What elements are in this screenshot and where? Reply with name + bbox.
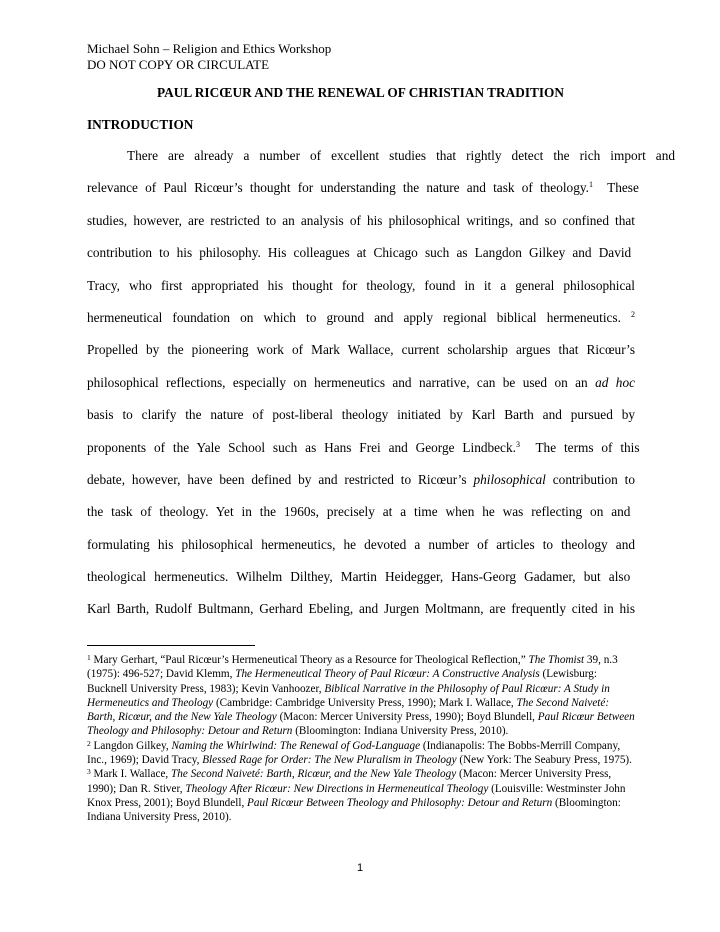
page-number: 1: [356, 862, 364, 874]
footnote-3: $^3$ Mark I. Wallace, The Second Naiveté: Barth, Ricœur, and the New Yale Theology (Macon: Mercer University Press, 1990); Dan R. Stiver, Theology After Ricœur: New Directions in Hermeneutical Theology (Louisville: Westminster John Knox Press, 2001); Boyd Blundell, Paul Ricœur Between Theology and Philosophy: Detour and Return (Bloomington: Indiana University Press, 2010).: [87, 767, 626, 824]
body-line: contribution to his philosophy. His colleagues at Chicago such as Langdon Gilkey and David: [87, 245, 632, 261]
body-line: philosophical reflections, especially on hermeneutics and narrative, can be used on an ad hoc: [87, 374, 635, 390]
body-line: Tracy, who first appropriated his thought for theology, found in it a general philosophical: [87, 277, 635, 293]
body-line: debate, however, have been defined by and restricted to Ricœur’s philosophical contribution to: [87, 471, 636, 487]
header-notice-line: DO NOT COPY OR CIRCULATE: [87, 57, 270, 72]
body-line: studies, however, are restricted to an analysis of his philosophical writings, and so confined that: [87, 212, 635, 228]
body-line: Karl Barth, Rudolf Bultmann, Gerhard Ebeling, and Jurgen Moltmann, are frequently cited in his: [87, 601, 635, 617]
footnote-ref[interactable]: 3: [515, 439, 520, 449]
footnote-separator: [87, 645, 255, 646]
header-author-line: Michael Sohn – Religion and Ethics Workshop: [87, 41, 332, 56]
footnote-ref[interactable]: 2: [631, 309, 636, 319]
section-heading: INTRODUCTION: [87, 117, 194, 132]
body-line: basis to clarify the nature of post-liberal theology initiated by Karl Barth and pursued by: [87, 407, 635, 423]
body-line: the task of theology. Yet in the 1960s, precisely at a time when he was reflecting on and: [87, 504, 631, 520]
body-line: There are already a number of excellent studies that rightly detect the rich import and: [127, 148, 675, 163]
body-line: formulating his philosophical hermeneutics, he devoted a number of articles to theology and: [87, 536, 635, 552]
paper-title: PAUL RICŒUR AND THE RENEWAL OF CHRISTIAN TRADITION: [157, 85, 564, 100]
running-header: [87, 41, 331, 73]
body-line: hermeneutical foundation on which to ground and apply regional biblical hermeneutics. $^2$: [87, 309, 636, 325]
footnote-ref[interactable]: 1: [588, 180, 593, 190]
footnotes: [87, 653, 635, 825]
body-line: theological hermeneutics. Wilhelm Dilthey, Martin Heidegger, Hans-Georg Gadamer, but also: [87, 569, 631, 585]
body-line: Propelled by the pioneering work of Mark Wallace, current scholarship argues that Ricœur’s: [87, 342, 635, 358]
footnote-2: $^2$ Langdon Gilkey, Naming the Whirlwind: The Renewal of God-Language (Indianapolis: The Bobbs-Merrill Company, Inc., 1969); David Tracy, Blessed Rage for Order: The New Pluralism in Theology (New York: The Seabury Press, 1975).: [87, 738, 632, 767]
body-line: proponents of the Yale School such as Hans Frei and George Lindbeck.$^3$ The terms of this: [87, 439, 640, 455]
body-text: [87, 148, 675, 634]
footnote-1: $^1$ Mary Gerhart, “Paul Ricœur’s Hermeneutical Theory as a Resource for Theological Reflection,” The Thomist 39, n.3 (1975): 496-527; David Klemm, The Hermeneutical Theory of Paul Ricœur: A Constructive Analysis (Lewisburg: Bucknell University Press, 1983); Kevin Vanhoozer, Biblical Narrative in the Philosophy of Paul Ricœur: A Study in Hermeneutics and Theology (Cambridge: Cambridge University Press, 1990); Mark I. Wallace, The Second Naiveté: Barth, Ricœur, and the New Yale Theology (Macon: Mercer University Press, 1990); Boyd Blundell, Paul Ricœur Between Theology and Philosophy: Detour and Return (Bloomington: Indiana University Press, 2010).: [87, 653, 635, 738]
body-line: relevance of Paul Ricœur’s thought for understanding the nature and task of theology.$^1$ These: [87, 180, 639, 196]
